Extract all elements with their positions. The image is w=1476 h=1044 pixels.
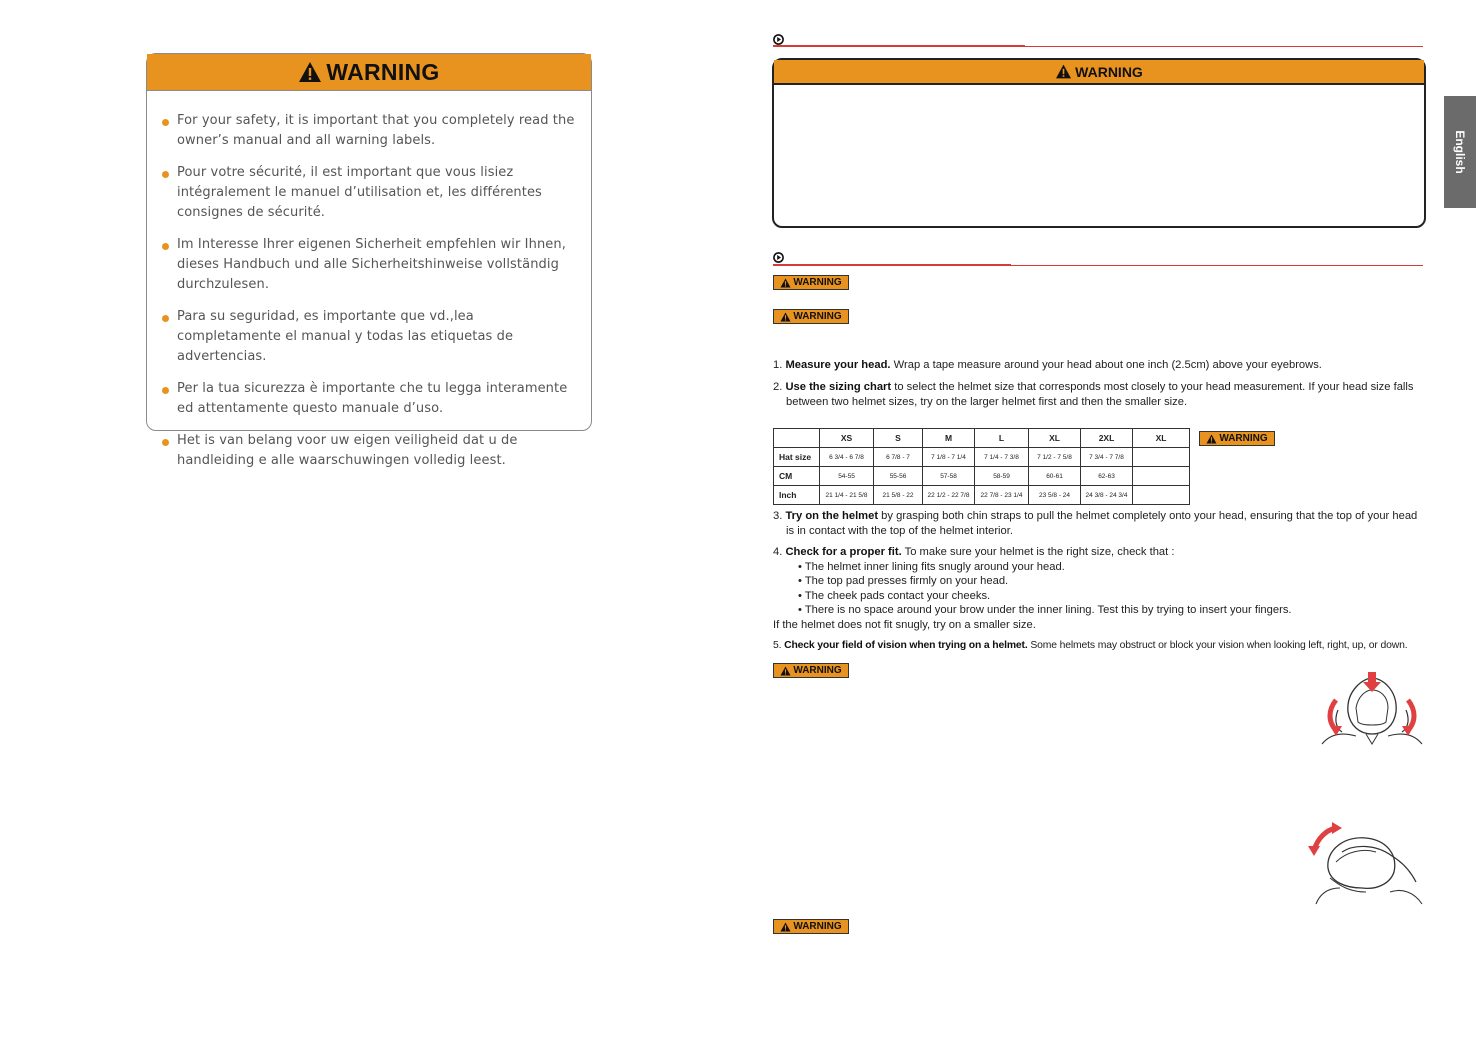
table-header-cell: S [874,429,923,448]
warning-badge [773,275,849,290]
step-4: 4. Check for a proper fit. To make sure your helmet is the right size, check that : • The helmet inner lining fits snugly around your head. • The top pad presses firmly on your head. • The cheek pads contact your cheeks. • There is no space around your brow under the inner lining. Test this by trying to insert your fingers. If the helmet does not fit snugly, try on a smaller size. [773,545,1425,632]
step-4-text: To make sure your helmet is the right size, check that : [901,546,1175,558]
step-1-text: Wrap a tape measure around your head about one inch (2.5cm) above your eyebrows. [890,359,1322,371]
table-cell: 6 3/4 - 6 7/8 [820,448,874,467]
section-rule-accent [773,45,1025,47]
step-5-title: Check your field of vision when trying on a helmet. [784,640,1028,651]
step-5-text: Some helmets may obstruct or block your vision when looking left, right, up, or down. [1027,640,1408,651]
warning-badge-label: WARNING [793,920,842,932]
table-header-cell: L [975,429,1029,448]
table-header-cell: 2XL [1081,429,1133,448]
language-tab-label: English [1453,130,1467,174]
table-header-cell [774,429,820,448]
table-header-cell: XL [1029,429,1081,448]
table-cell: 62-63 [1081,467,1133,486]
list-item [159,163,581,223]
table-row [774,448,1190,467]
list-item [159,111,581,151]
list-item [159,307,581,367]
table-cell: 22 1/2 - 22 7/8 [923,486,975,505]
left-warning-title: WARNING [326,58,440,85]
table-cell: 7 3/4 - 7 7/8 [1081,448,1133,467]
language-tab[interactable] [1444,96,1476,208]
warning-triangle-icon [780,666,791,676]
section-play-icon [773,34,784,45]
table-cell: 6 7/8 - 7 [874,448,923,467]
warning-triangle-icon [1206,434,1217,444]
list-item: • The top pad presses firmly on your head. [798,575,1009,587]
table-cell: 60-61 [1029,467,1081,486]
left-warning-card [146,53,592,468]
list-item [159,235,581,295]
sizing-chart-table [773,428,1190,505]
list-item-text: Pour votre sécurité, il est important que vous lisiez intégralement le manuel d’utilisation et, les différentes consignes de sécurité. [177,165,542,220]
step-2: 2. Use the sizing chart to select the helmet size that corresponds most closely to your head measurement. If your head size falls between two helmet sizes, try on the larger helmet first and then the smaller size. [773,381,1414,408]
list-item: • There is no space around your brow under the inner lining. Test this by trying to insert your fingers. [798,604,1292,616]
table-cell: 24 3/8 - 24 3/4 [1081,486,1133,505]
table-cell: 7 1/2 - 7 5/8 [1029,448,1081,467]
step-3-title: Try on the helmet [785,510,879,522]
table-row [774,467,1190,486]
right-warning-title: WARNING [1075,63,1143,80]
warning-badge-label: WARNING [793,310,842,322]
bullet-dot-icon [162,119,169,126]
section-play-icon [773,252,784,263]
bullet-dot-icon [162,171,169,178]
warning-triangle-icon [1055,64,1072,79]
list-item [159,431,581,471]
table-header-cell: XL [1133,429,1190,448]
helmet-rolloff-illustration [1306,822,1426,906]
warning-triangle-icon [298,61,322,83]
section-rule-accent [773,264,1011,266]
right-warning-box [772,58,1426,228]
table-row-label: Hat size [774,448,820,467]
table-row [774,486,1190,505]
warning-triangle-icon [780,312,791,322]
table-cell: 7 1/8 - 7 1/4 [923,448,975,467]
bullet-dot-icon [162,315,169,322]
table-cell [1133,467,1190,486]
step-5: 5. Check your field of vision when trying on a helmet. Some helmets may obstruct or block your vision when looking left, right, up, or down. [773,640,1408,651]
table-row-label: CM [774,467,820,486]
list-item: • The cheek pads contact your cheeks. [798,589,991,602]
left-warning-list [147,91,591,471]
table-cell: 7 1/4 - 7 3/8 [975,448,1029,467]
step-2-title: Use the sizing chart [785,381,892,393]
bullet-dot-icon [162,439,169,446]
warning-badge-label: WARNING [793,276,842,288]
list-item-text: Per la tua sicurezza è importante che tu legga interamente ed attentamente questo manuale d’uso. [177,381,568,416]
table-cell: 57-58 [923,467,975,486]
step-3: 3. Try on the helmet by grasping both chin straps to pull the helmet completely onto your head, ensuring that the top of your head is in contact with the top of the helmet interior. [773,510,1418,537]
list-item: • The helmet inner lining fits snugly around your head. [798,560,1065,573]
warning-badge [773,309,849,324]
step-3-text: by grasping both chin straps to pull the helmet completely onto your head, ensuring that the top of your head is in contact with the top of the helmet interior. [786,510,1418,537]
table-header-cell: M [923,429,975,448]
right-warning-header [774,60,1424,85]
warning-triangle-icon [780,922,791,932]
step-1-title: Measure your head. [785,359,891,371]
table-cell: 23 5/8 - 24 [1029,486,1081,505]
list-item-text: Het is van belang voor uw eigen veiligheid dat u de handleiding e alle waarschuwingen volledig leest. [177,433,518,468]
table-cell [1133,448,1190,467]
warning-triangle-icon [780,278,791,288]
warning-badge [773,663,849,678]
step-1: 1. Measure your head. Wrap a tape measure around your head about one inch (2.5cm) above your eyebrows. [773,359,1322,371]
table-cell: 58-59 [975,467,1029,486]
left-warning-header [147,54,591,91]
table-row-label: Inch [774,486,820,505]
warning-badge [1199,431,1275,446]
list-item-text: Para su seguridad, es importante que vd.,lea completamente el manual y todas las etiquetas de advertencias. [177,309,514,364]
warning-badge [773,919,849,934]
table-cell [1133,486,1190,505]
warning-badge-label: WARNING [793,664,842,676]
table-header-cell: XS [820,429,874,448]
list-item-text: Im Interesse Ihrer eigenen Sicherheit empfehlen wir Ihnen, dieses Handbuch und alle Sicherheitshinweise vollständig durchzulesen. [177,237,566,292]
list-item [159,379,581,419]
helmet-fit-illustration [1316,670,1428,746]
table-cell: 54-55 [820,467,874,486]
bullet-dot-icon [162,387,169,394]
table-cell: 22 7/8 - 23 1/4 [975,486,1029,505]
bullet-dot-icon [162,243,169,250]
table-header-row [774,429,1190,448]
list-item-text: For your safety, it is important that you completely read the owner’s manual and all warning labels. [177,113,575,148]
table-cell: 21 1/4 - 21 5/8 [820,486,874,505]
warning-badge-label: WARNING [1219,432,1268,444]
table-cell: 55-56 [874,467,923,486]
step-4-title: Check for a proper fit. [785,546,902,558]
step-4-after: If the helmet does not fit snugly, try on a smaller size. [773,618,1036,631]
table-cell: 21 5/8 - 22 [874,486,923,505]
step-2-text: to select the helmet size that corresponds most closely to your head measurement. If your head size falls between two helmet sizes, try on the larger helmet first and then the smaller size. [786,381,1414,408]
